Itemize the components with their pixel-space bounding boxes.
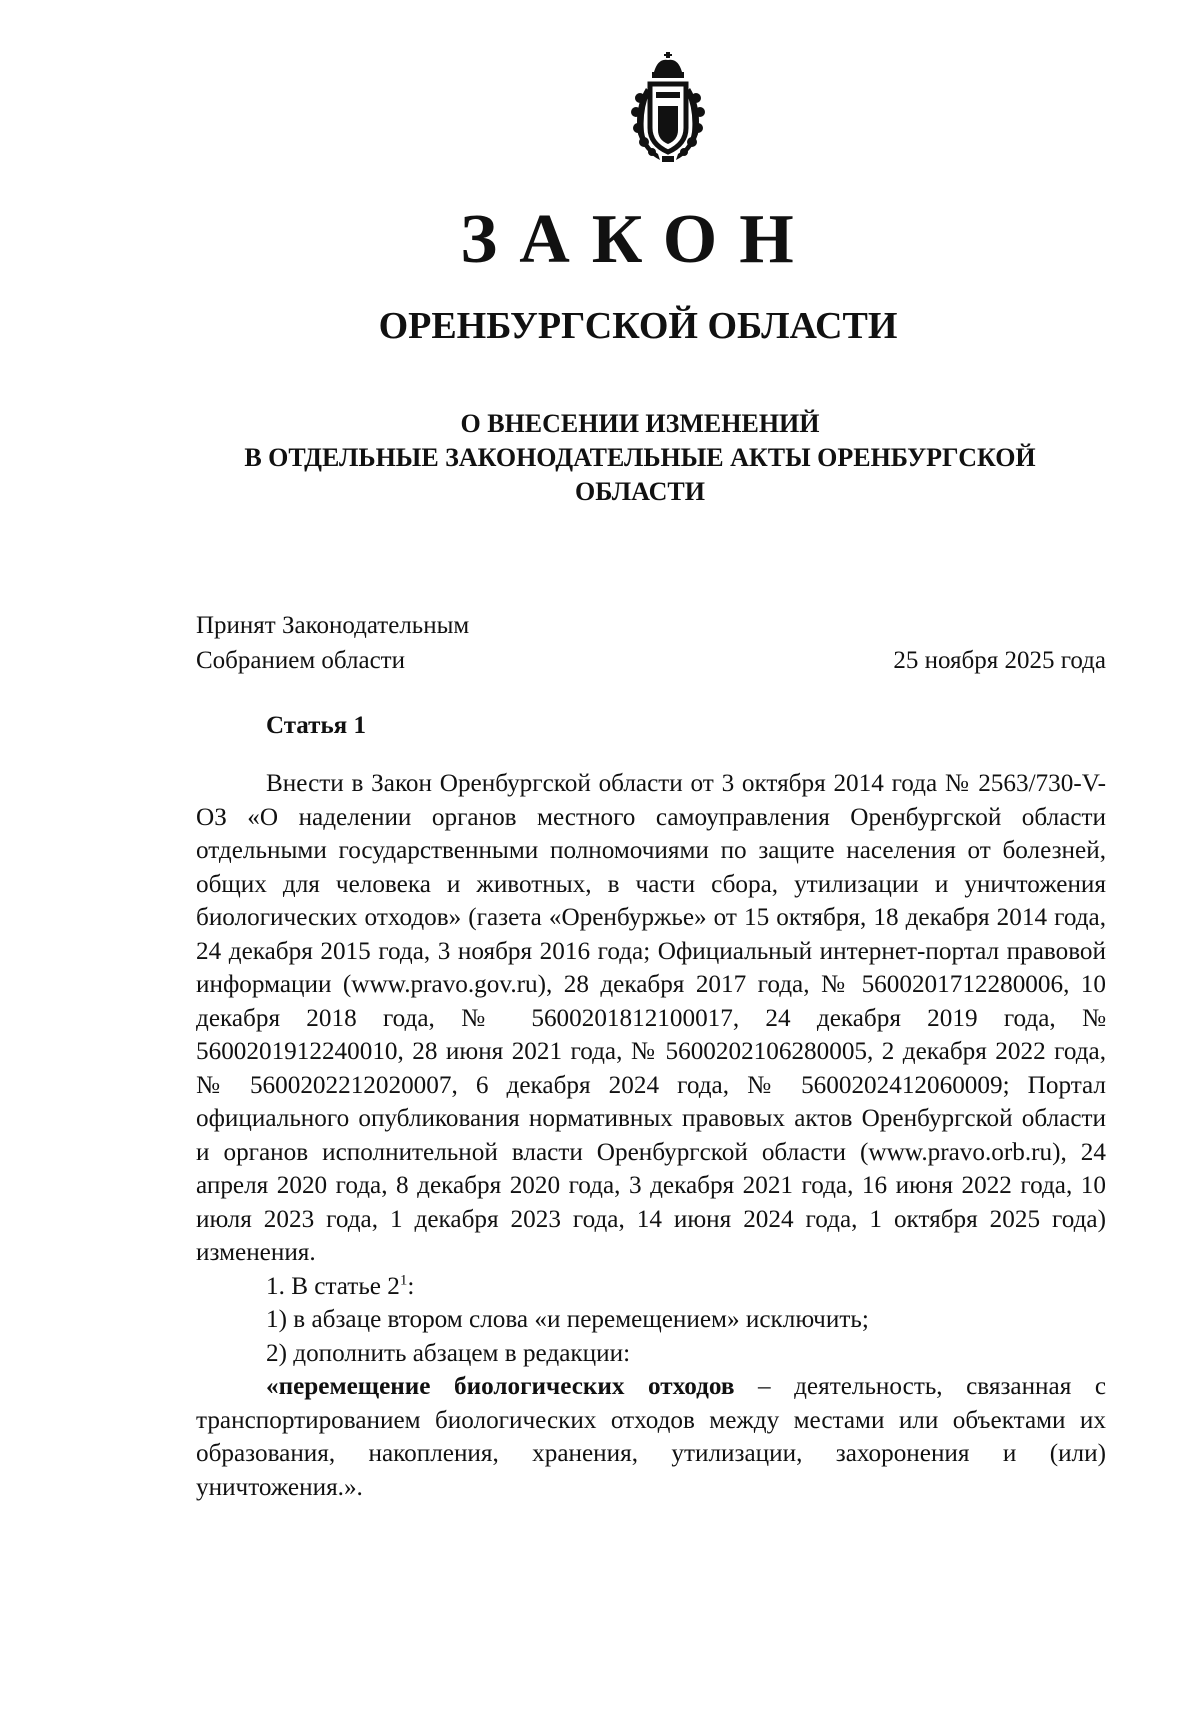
subject-line-2: В ОТДЕЛЬНЫЕ ЗАКОНОДАТЕЛЬНЫЕ АКТЫ ОРЕНБУРГСКОЙ <box>244 443 1036 472</box>
subitem-2: 2) дополнить абзацем в редакции: <box>266 1339 631 1367</box>
region-title: ОРЕНБУРГСКОЙ ОБЛАСТИ <box>378 305 898 347</box>
adoption-line-1: Принят Законодательным <box>196 612 470 639</box>
article-title: Статья 1 <box>266 712 366 739</box>
definition-text: – деятельность, связанная с транспортированием биологических отходов между местами или объектами их образования, накопления, хранения, утилизации, захоронения и (или) уничтожения.». <box>196 1373 1107 1501</box>
article-intro-paragraph: Внести в Закон Оренбургской области от 3 октября 2014 года № 2563/730-V-ОЗ «О наделении органов местного самоуправления Оренбургской области отдельными государственными полномочиями по защите населения от болезней, общих для человека и животных, в части сбора, утилизации и уничтожения биологических отходов» (газета «Оренбуржье» от 15 октября, 18 декабря 2014 года, 24 декабря 2015 года, 3 ноября 2016 года; Официальный интернет-портал правовой информации (www.pravo.gov.ru), 28 декабря 2017 года, № 5600201712280006, 10 декабря 2018 года, № 5600201812100017, 24 декабря 2019 года, № 5600201912240010, 28 июня 2021 года, № 5600202106280005, 2 декабря 2022 года, № 5600202212020007, 6 декабря 2024 года, № 5600202412060009; Портал официального опубликования нормативных правовых актов Оренбургской области и органов исполнительной власти Оренбургской области (www.pravo.orb.ru), 24 апреля 2020 года, 8 декабря 2020 года, 3 декабря 2021 года, 16 июня 2022 года, 10 июля 2023 года, 1 декабря 2023 года, 14 июня 2024 года, 1 октября 2025 года) изменения. <box>196 770 1106 1266</box>
subject-line-1: О ВНЕСЕНИИ ИЗМЕНЕНИЙ <box>460 409 820 438</box>
adoption-authority <box>196 608 469 678</box>
item-1-superscript: 1 <box>399 1272 408 1289</box>
subitem-1: 1) в абзаце втором слова «и перемещением» исключить; <box>266 1306 869 1333</box>
item-1-suffix: : <box>407 1272 415 1300</box>
subject-line-3: ОБЛАСТИ <box>575 477 705 506</box>
definition-paragraph <box>196 1370 1106 1504</box>
article-body <box>196 767 1106 1504</box>
item-1-prefix: 1. В статье 2 <box>266 1272 400 1300</box>
adoption-line-2: Собранием области <box>196 647 405 674</box>
law-subject-title <box>200 407 1080 509</box>
item-1 <box>196 1270 1106 1304</box>
coat-of-arms-emblem <box>628 48 724 166</box>
definition-term: «перемещение биологических отходов <box>266 1373 735 1400</box>
adoption-date: 25 ноября 2025 года <box>893 647 1106 674</box>
document-type-title: ЗАКОН <box>460 201 816 278</box>
